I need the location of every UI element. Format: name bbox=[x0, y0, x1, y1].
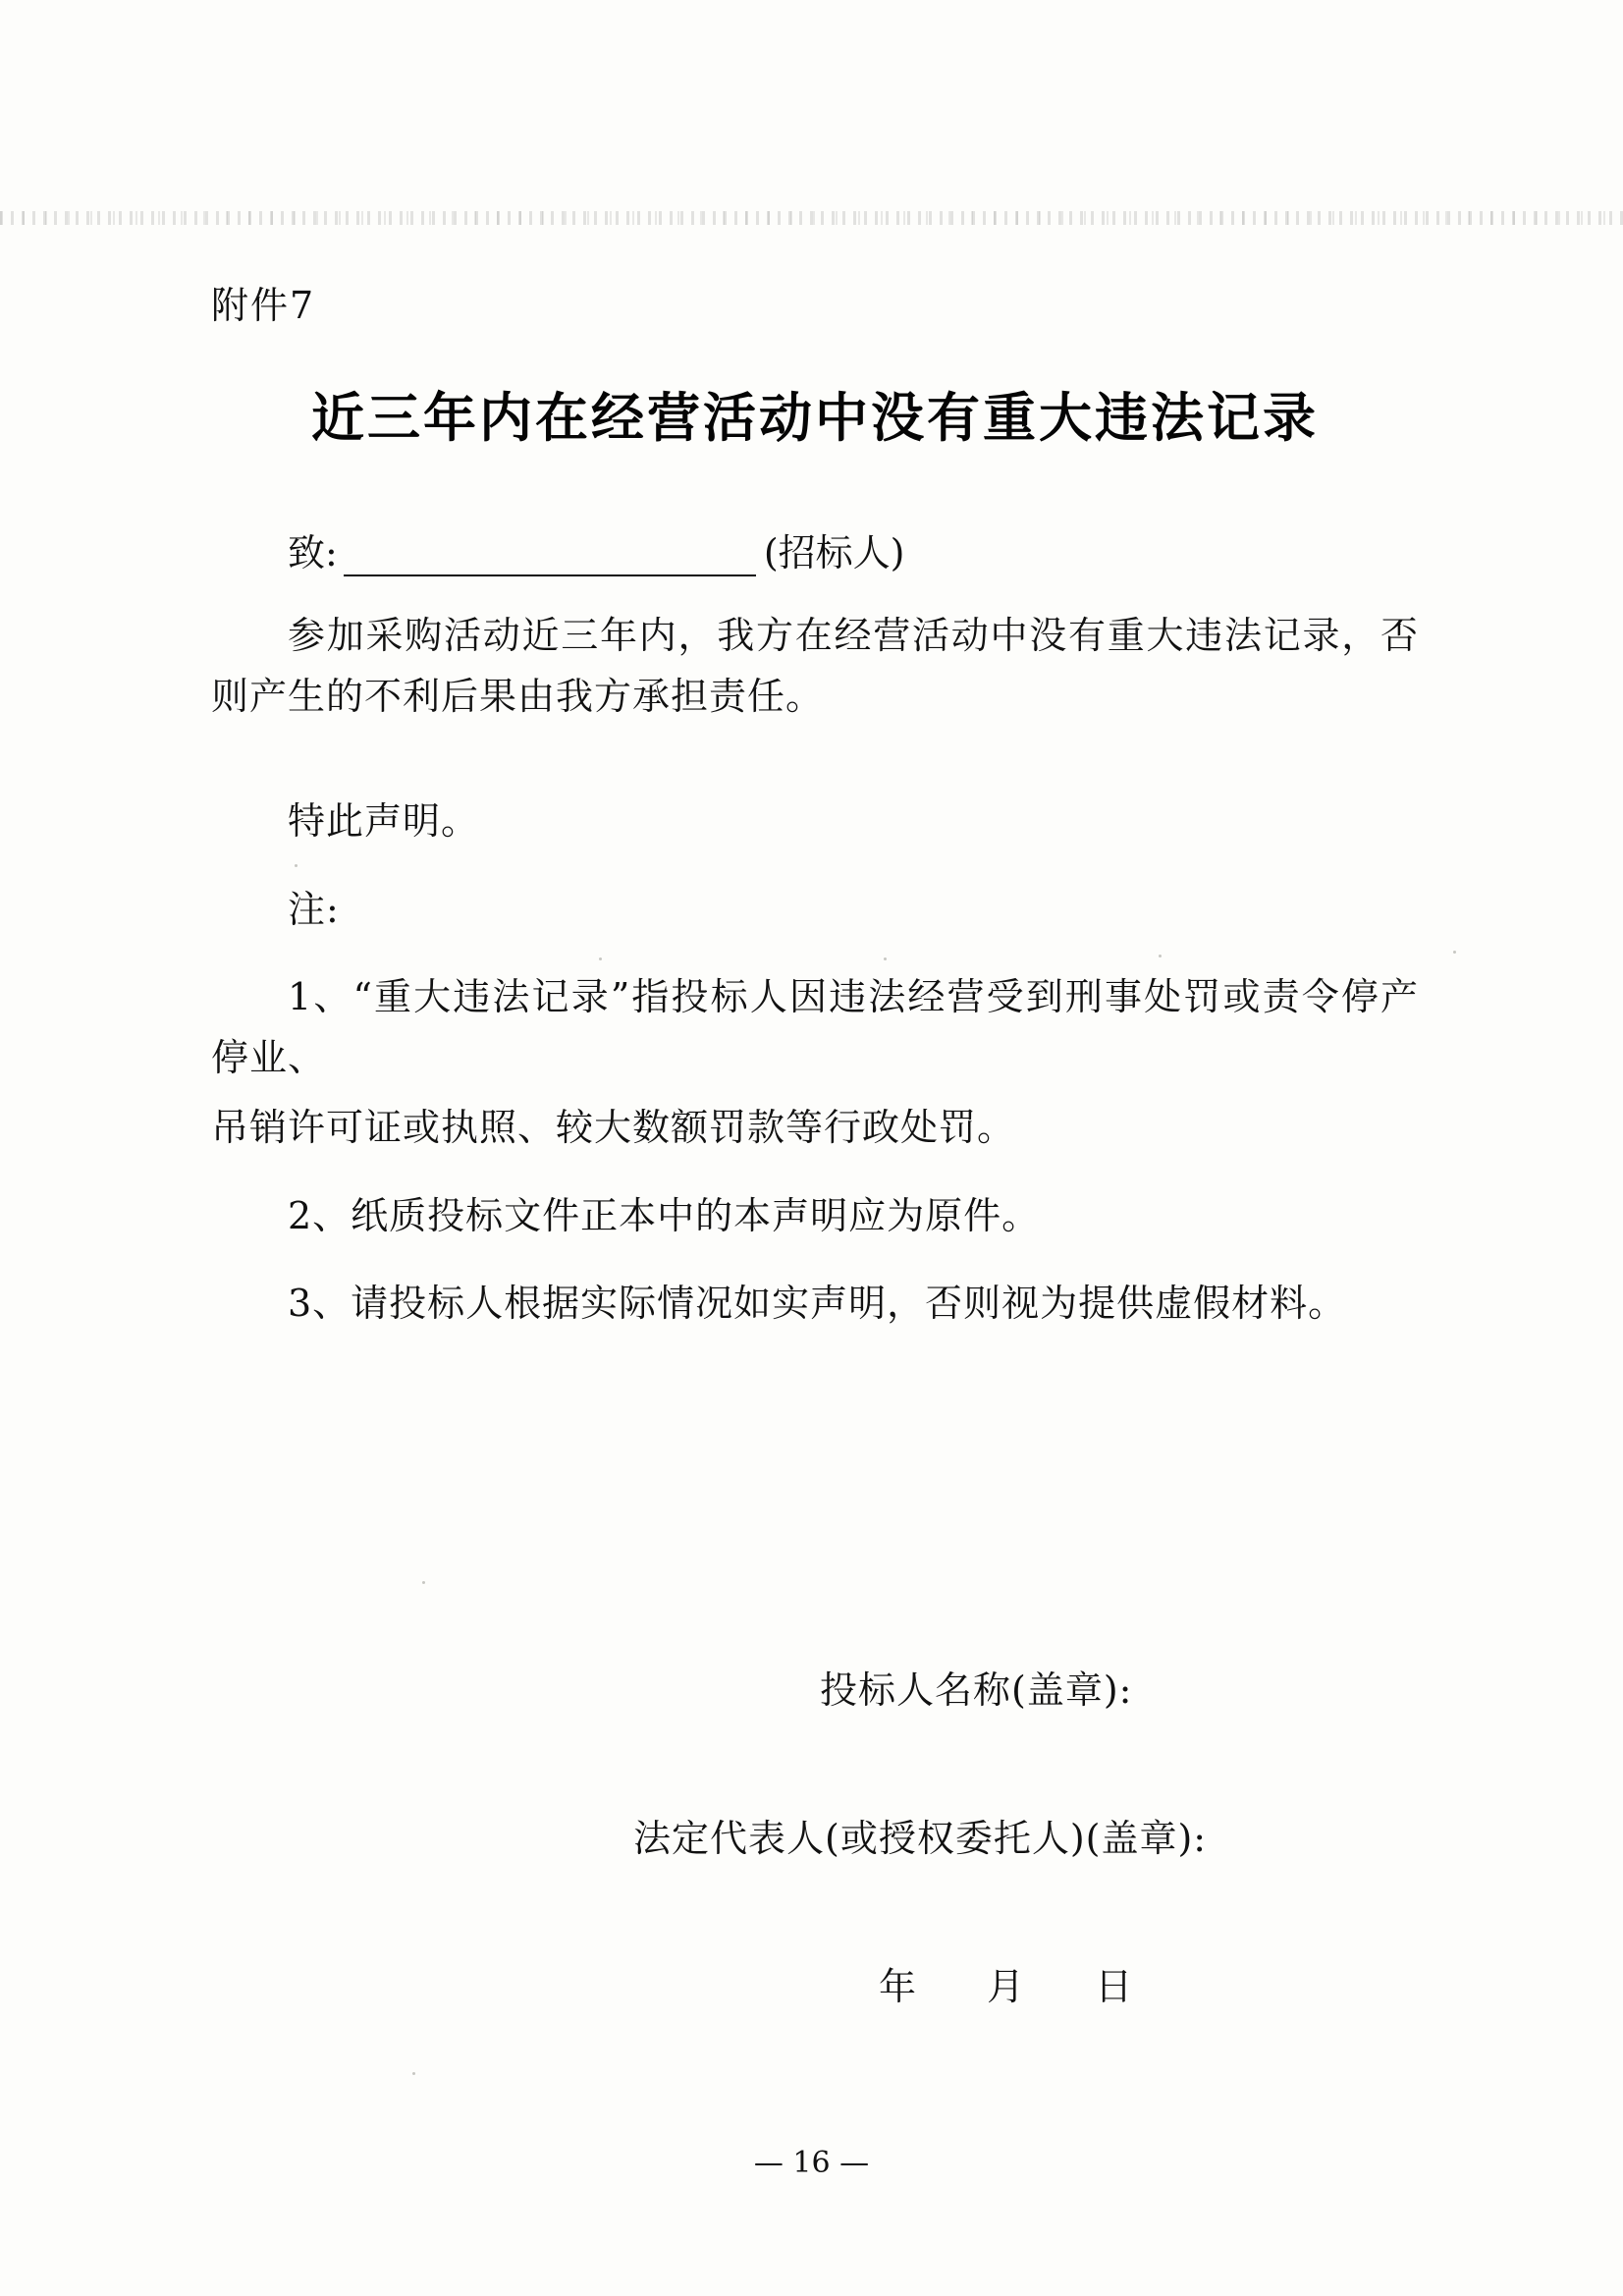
addressee-label: 致: bbox=[288, 531, 338, 574]
attachment-label: 附件7 bbox=[211, 284, 316, 327]
declaration-statement: 特此声明。 bbox=[288, 799, 480, 844]
page-number: — 16 — bbox=[753, 2146, 870, 2180]
addressee-line bbox=[211, 522, 1419, 576]
scan-speck bbox=[1453, 951, 1456, 954]
scan-noise-band bbox=[0, 211, 1623, 225]
declaration-paragraph: 参加采购活动近三年内，我方在经营活动中没有重大违法记录，否则产生的不利后果由我方承担责任。 bbox=[211, 614, 1419, 718]
scan-speck bbox=[412, 2072, 415, 2075]
notes-heading: 注: bbox=[288, 887, 340, 931]
legal-representative-seal-line: 法定代表人(或授权委托人)(盖章): bbox=[633, 1817, 1208, 1860]
note-item-1-continued: 吊销许可证或执照、较大数额罚款等行政处罚。 bbox=[211, 1106, 1016, 1150]
date-month-label: 月 bbox=[987, 1965, 1026, 2008]
signature-block bbox=[211, 1660, 1419, 2010]
document-body bbox=[211, 275, 1419, 1344]
addressee-suffix: (招标人) bbox=[763, 531, 905, 574]
note-item-3: 3、请投标人根据实际情况如实声明，否则视为提供虚假材料。 bbox=[288, 1282, 1347, 1326]
note-item-2: 2、纸质投标文件正本中的本声明应为原件。 bbox=[288, 1193, 1041, 1237]
addressee-blank-field[interactable] bbox=[344, 539, 756, 576]
date-year-label: 年 bbox=[879, 1965, 918, 2008]
note-item-1: 1、“重大违法记录”指投标人因违法经营受到刑事处罚或责令停产停业、 bbox=[211, 975, 1419, 1079]
date-day-label: 日 bbox=[1095, 1965, 1134, 2008]
bidder-name-seal-line: 投标人名称(盖章): bbox=[820, 1668, 1133, 1712]
page-title: 近三年内在经营活动中没有重大违法记录 bbox=[311, 387, 1319, 449]
scan-speck bbox=[422, 1581, 425, 1584]
date-line bbox=[211, 1956, 1419, 2010]
